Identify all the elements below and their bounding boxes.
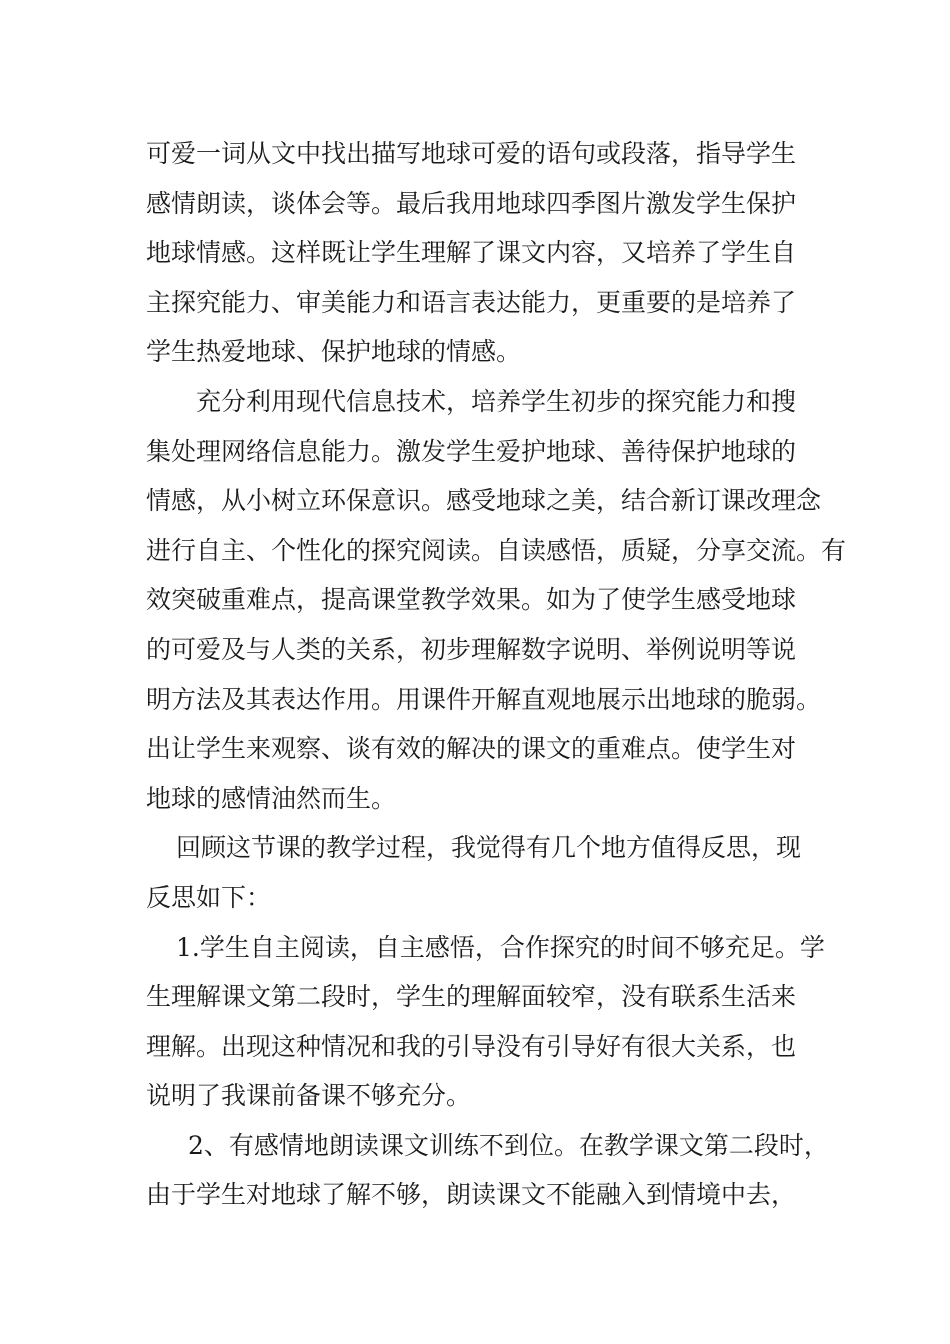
text-line: 效突破重难点，提高课堂教学效果。如为了使学生感受地球	[146, 585, 797, 615]
text-line: 集处理网络信息能力。激发学生爱护地球、善待保护地球的	[146, 436, 797, 466]
text-line: 生理解课文第二段时，学生的理解面较窄，没有联系生活来	[146, 982, 797, 1012]
text-line: 说明了我课前备课不够充分。	[146, 1081, 472, 1111]
text-line: 1.学生自主阅读，自主感悟，合作探究的时间不够充足。学	[176, 932, 825, 962]
text-line: 反思如下：	[146, 882, 272, 912]
text-line: 学生热爱地球、保护地球的情感。	[146, 337, 522, 367]
text-line: 地球的感情油然而生。	[146, 783, 397, 813]
text-line: 的可爱及与人类的关系，初步理解数字说明、举例说明等说	[146, 634, 797, 664]
text-line: 地球情感。这样既让学生理解了课文内容，又培养了学生自	[146, 238, 797, 268]
body-text	[146, 129, 847, 1220]
text-line: 感情朗读，谈体会等。最后我用地球四季图片激发学生保护	[146, 188, 797, 218]
text-line: 充分利用现代信息技术，培养学生初步的探究能力和搜	[196, 386, 797, 416]
text-line: 明方法及其表达作用。用课件开解直观地展示出地球的脆弱。	[146, 684, 822, 714]
text-line: 理解。出现这种情况和我的引导没有引导好有很大关系，也	[146, 1031, 797, 1061]
text-line: 主探究能力、审美能力和语言表达能力，更重要的是培养了	[146, 287, 797, 317]
text-line: 2、有感情地朗读课文训练不到位。在教学课文第二段时，	[188, 1130, 829, 1160]
text-line: 回顾这节课的教学过程，我觉得有几个地方值得反思，现	[176, 833, 802, 863]
text-line: 进行自主、个性化的探究阅读。自读感悟，质疑，分享交流。有	[146, 535, 847, 565]
text-line: 可爱一词从文中找出描写地球可爱的语句或段落，指导学生	[146, 139, 797, 168]
text-line: 情感，从小树立环保意识。感受地球之美，结合新订课改理念	[146, 486, 822, 516]
text-line: 由于学生对地球了解不够，朗读课文不能融入到情境中去，	[146, 1180, 797, 1210]
text-line: 出让学生来观察、谈有效的解决的课文的重难点。使学生对	[146, 734, 797, 764]
